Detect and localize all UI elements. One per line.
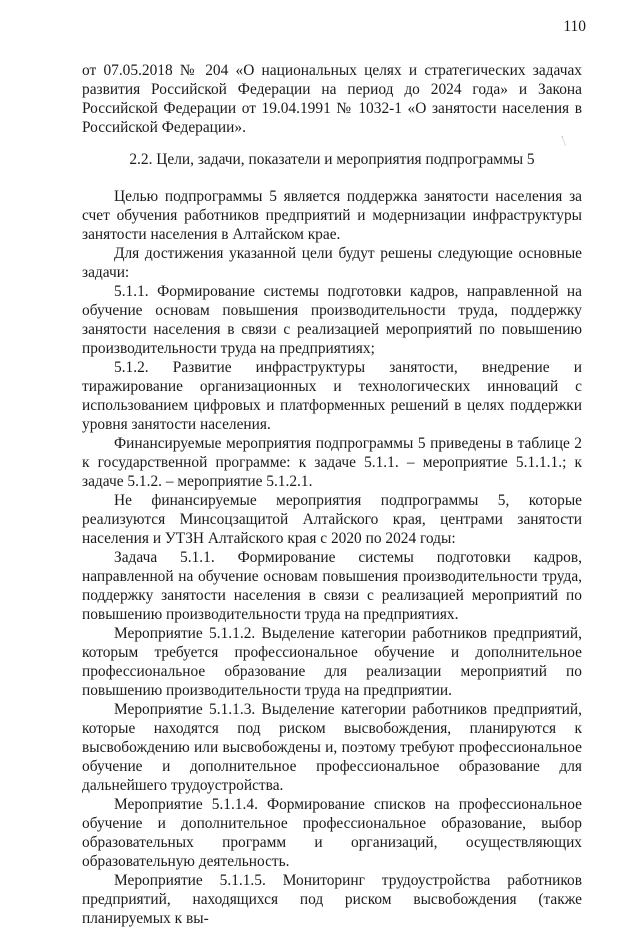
paragraph-measure-5-1-1-2: Мероприятие 5.1.1.2. Выделение категории работников предприятий, которым требуется профессиональное обучение и дополнительное профессиональное образование для реализации мероприятий по повышению производительности труда на предприятии. (82, 625, 582, 699)
paragraph-measure-5-1-1-5: Мероприятие 5.1.1.5. Мониторинг трудоустройства работников предприятий, находящихся под риском высвобождения (также планируемых к вы- (82, 872, 582, 927)
section-heading: 2.2. Цели, задачи, показатели и мероприятия подпрограммы 5 (129, 151, 535, 168)
paragraph-task-5-1-1-detail: Задача 5.1.1. Формирование системы подготовки кадров, направленной на обучение основам повышения производительности труда, поддержку занятости населения в связи с реализацией мероприятий по повышению производительности труда на предприятиях. (82, 549, 582, 623)
body-text (82, 187, 582, 928)
paragraph-task-5-1-2: 5.1.2. Развитие инфраструктуры занятости, внедрение и тиражирование организационных и технологических инноваций с использованием цифровых и платформенных решений в целях поддержки уровня занятости населения. (82, 359, 582, 433)
page-number: 110 (563, 18, 586, 35)
paragraph-funded-measures: Финансируемые мероприятия подпрограммы 5 приведены в таблице 2 к государственной программе: к задаче 5.1.1. – мероприятие 5.1.1.1.; к задаче 5.1.2. – мероприятие 5.1.2.1. (82, 435, 582, 490)
intro-paragraph: от 07.05.2018 № 204 «О национальных целях и стратегических задачах развития Российской Федерации на период до 2024 года» и Закона Российской Федерации от 19.04.1991 № 1032-1 «О занятости населения в Российской Федерации». (82, 62, 582, 136)
paragraph-measure-5-1-1-3: Мероприятие 5.1.1.3. Выделение категории работников предприятий, которые находятся под риском высвобождения, планируются к высвобождению или высвобождены и, поэтому требуют профессиональное обучение и дополнительное профессиональное образование для дальнейшего трудоустройства. (82, 701, 582, 794)
paragraph-measure-5-1-1-4: Мероприятие 5.1.1.4. Формирование списков на профессиональное обучение и дополнительное профессиональное образование, выбор образовательных программ и организаций, осуществляющих образовательную деятельность. (82, 796, 582, 870)
paragraph-tasks-intro: Для достижения указанной цели будут решены следующие основные задачи: (82, 245, 582, 281)
paragraph-goal: Целью подпрограммы 5 является поддержка занятости населения за счет обучения работников предприятий и модернизации инфраструктуры занятости населения в Алтайском крае. (82, 188, 582, 243)
paragraph-task-5-1-1: 5.1.1. Формирование системы подготовки кадров, направленной на обучение основам повышения производительности труда, поддержку занятости населения в связи с реализацией мероприятий по повышению производительности труда на предприятиях; (82, 283, 582, 357)
paragraph-unfunded-measures: Не финансируемые мероприятия подпрограммы 5, которые реализуются Минсоцзащитой Алтайского края, центрами занятости населения и УТЗН Алтайского края с 2020 по 2024 годы: (82, 492, 582, 547)
